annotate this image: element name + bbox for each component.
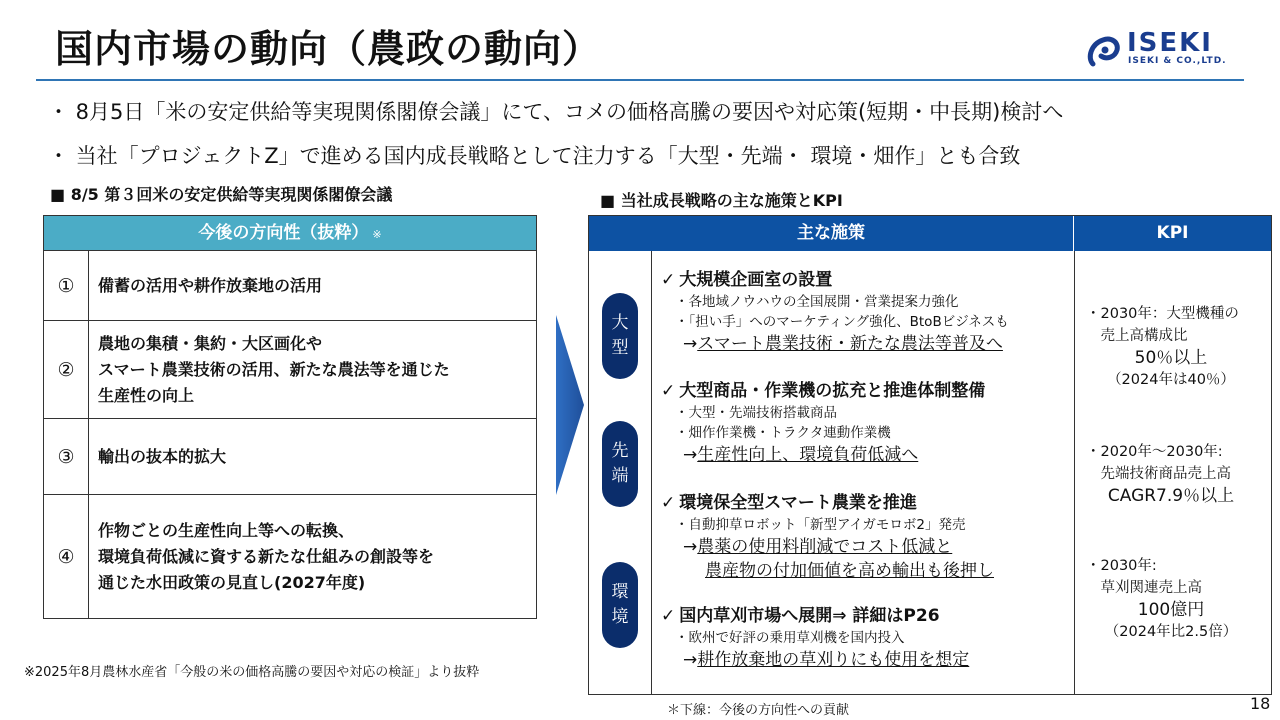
strategy-result: [661, 443, 1066, 467]
strategy-block: [661, 379, 1066, 467]
strategy-detail: ・「担い手」へのマーケティング強化、BtoBビジネスも: [675, 314, 1009, 330]
row-text-line: 備蓄の活用や耕作放棄地の活用: [98, 275, 323, 295]
right-arrow-icon: →: [683, 650, 698, 670]
kpi-block: [1086, 441, 1266, 507]
row-text-line: 通じた水田政策の見直し(2027年度): [98, 573, 366, 592]
header-kpi: KPI: [1156, 223, 1189, 243]
strategy-title: [661, 604, 1066, 628]
kpi-line: ・2020年～2030年:: [1086, 444, 1223, 460]
strategy-result-cont: 農産物の付加価値を高め輸出も後押し: [705, 561, 994, 581]
right-arrow-icon: →: [683, 445, 698, 465]
row-number: ②: [44, 321, 89, 418]
pill-char: 先: [611, 441, 629, 461]
strategy-block: [661, 491, 1066, 583]
row-text-line: 輸出の抜本的拡大: [98, 446, 227, 466]
column-divider: [651, 251, 652, 694]
logo-wordmark: ISEKI: [1127, 28, 1213, 58]
strategy-title-link[interactable]: ⇒ 詳細はP26: [832, 606, 940, 626]
strategy-detail: ・畑作作業機・トラクタ連動作業機: [675, 425, 891, 441]
strategy-result-text: 生産性向上、環境負荷低減へ: [697, 445, 919, 465]
strategy-block: [661, 268, 1066, 356]
kpi-value: CAGR7.9％以上: [1107, 486, 1235, 506]
strategy-result-text: 耕作放棄地の草刈りにも使用を想定: [697, 650, 970, 670]
strategy-title-text: 大型商品・作業機の拡充と推進体制整備: [679, 381, 986, 401]
table-row: [44, 494, 536, 619]
table-row: [44, 250, 536, 320]
kpi-note: （2024年比2.5倍）: [1104, 624, 1238, 640]
strategy-detail: ・欧州で好評の乗用草刈機を国内投入: [675, 630, 905, 646]
policy-direction-table: [43, 215, 537, 619]
kpi-line: ・2030年:: [1086, 558, 1157, 574]
pill-char: 型: [611, 338, 629, 358]
check-icon: ✓: [661, 606, 676, 626]
title-divider: [36, 79, 1244, 81]
strategy-result-text: 農薬の使用料削減でコスト低減と: [697, 537, 953, 557]
column-divider: [1074, 251, 1075, 694]
check-icon: ✓: [661, 270, 676, 290]
strategy-title-text: 環境保全型スマート農業を推進: [679, 493, 917, 513]
policy-table-header: [44, 216, 536, 250]
iseki-logo-icon: [1085, 30, 1125, 70]
strategy-title: [661, 268, 1066, 292]
row-number: ①: [44, 251, 89, 320]
row-number: ③: [44, 419, 89, 494]
bullet-2: ・ 当社「プロジェクトZ」で進める国内成長戦略として注力する「大型・先端・ 環境・畑作」とも合致: [48, 144, 1021, 168]
row-text: [98, 251, 528, 320]
strategy-title: [661, 379, 1066, 403]
pill-advanced: [602, 421, 638, 507]
left-footnote: ※2025年8月農林水産省「今般の米の価格高騰の要因や対応の検証」より抜粋: [24, 665, 480, 680]
strategy-result: [661, 535, 1066, 559]
table-row: [44, 418, 536, 494]
kpi-line: 先端技術商品売上高: [1086, 466, 1231, 482]
right-arrow-icon: →: [683, 537, 698, 557]
pill-environment: [602, 562, 638, 648]
strategy-result: [661, 648, 1066, 672]
row-text: [98, 495, 528, 619]
strategy-title-text: 国内草刈市場へ展開: [679, 606, 833, 626]
strategy-kpi-table: [588, 215, 1272, 695]
strategy-table-header: [589, 216, 1271, 251]
row-text-line: 農地の集積・集約・大区画化や: [98, 333, 323, 353]
kpi-block: [1086, 555, 1266, 643]
pill-char: 端: [611, 466, 629, 486]
strategy-title: [661, 491, 1066, 515]
row-text-line: スマート農業技術の活用、新たな農法等を通じた: [98, 359, 450, 379]
strategy-result-text: スマート農業技術・新たな農法等普及へ: [697, 334, 1003, 354]
kpi-note: （2024年は40％）: [1107, 372, 1235, 388]
pill-large-scale: [602, 293, 638, 379]
row-text-line: 環境負荷低減に資する新たな仕組みの創設等を: [98, 547, 435, 566]
row-text: [98, 321, 528, 418]
strategy-block: [661, 604, 1066, 672]
kpi-line: 売上高構成比: [1086, 328, 1188, 344]
row-text-line: 生産性の向上: [98, 385, 195, 405]
kpi-value: 50％以上: [1134, 348, 1208, 368]
kpi-block: [1086, 303, 1266, 391]
left-section-heading: ■ 8/5 第３回米の安定供給等実現関係閣僚会議: [50, 185, 393, 204]
strategy-detail: ・各地域ノウハウの全国展開・営業提案力強化: [675, 294, 959, 310]
pill-char: 環: [611, 582, 629, 602]
strategy-detail: ・自動抑草ロボット「新型アイガモロボ2」発売: [675, 517, 966, 533]
strategy-title-text: 大規模企画室の設置: [679, 270, 833, 290]
kpi-line: ・2030年：大型機種の: [1086, 306, 1239, 322]
strategy-result: [661, 332, 1066, 356]
check-icon: ✓: [661, 493, 676, 513]
table-row: [44, 320, 536, 418]
policy-table-header-mark: ※: [372, 228, 382, 241]
chevron-right-icon: [556, 315, 584, 495]
pill-char: 境: [611, 607, 629, 627]
pill-char: 大: [611, 313, 629, 333]
bullet-1: ・ 8月5日「米の安定供給等実現関係閣僚会議」にて、コメの価格高騰の要因や対応策(短期・中長期)検討へ: [48, 100, 1064, 124]
row-text-line: 作物ごとの生産性向上等への転換、: [98, 521, 355, 540]
policy-table-header-label: 今後の方向性（抜粋）: [198, 223, 369, 243]
right-arrow-icon: →: [683, 334, 698, 354]
iseki-logo: [1085, 28, 1225, 68]
header-main-measures: 主な施策: [589, 216, 1074, 251]
right-section-heading: ■ 当社成長戦略の主な施策とKPI: [600, 191, 843, 210]
right-footnote: ＊下線：今後の方向性への貢献: [667, 703, 850, 718]
check-icon: ✓: [661, 381, 676, 401]
kpi-line: 草刈関連売上高: [1086, 580, 1202, 596]
row-text: [98, 419, 528, 494]
kpi-value: 100億円: [1137, 600, 1205, 620]
page-title: 国内市場の動向（農政の動向）: [55, 27, 602, 71]
row-number: ④: [44, 495, 89, 619]
logo-company-name: ISEKI & CO.,LTD.: [1128, 56, 1227, 66]
page-number: 18: [1250, 694, 1271, 713]
strategy-detail: ・大型・先端技術搭載商品: [675, 405, 837, 421]
